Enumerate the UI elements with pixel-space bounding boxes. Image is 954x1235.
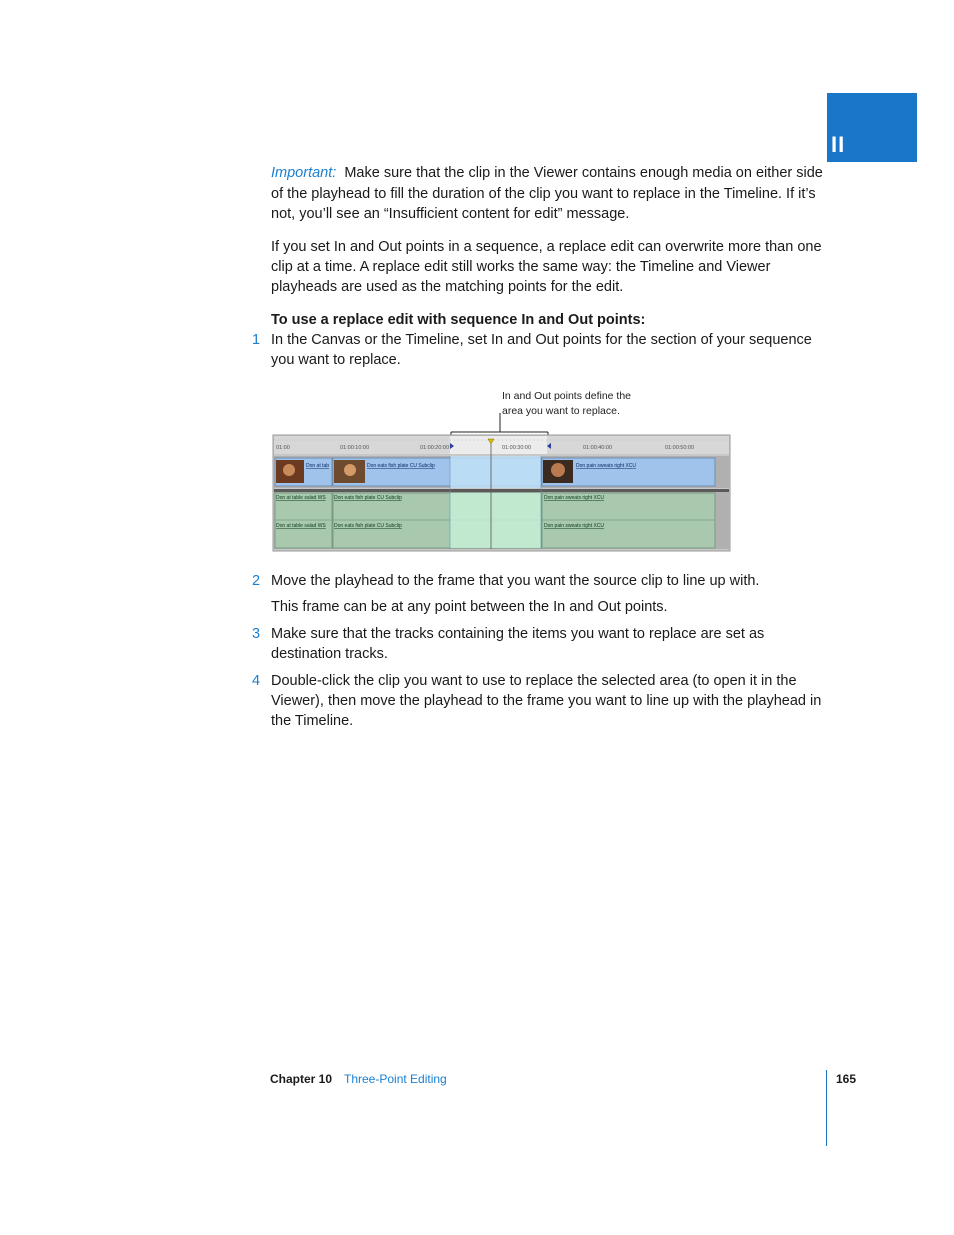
selected-region-audio [450, 493, 541, 548]
step-3-line-1: Make sure that the tracks containing the items you want to replace are set as [271, 626, 765, 642]
important-label: Important: [271, 165, 337, 181]
step-3-number: 3 [252, 626, 261, 642]
step-2-line-1: Move the playhead to the frame that you want the source clip to line up with. [271, 573, 760, 589]
audio2-clip-label-1: Don eats fish plate CU Subclip [334, 523, 402, 529]
step-1-number: 1 [252, 332, 261, 348]
audio1-clip-label-2: Don pain sweats right XCU [544, 495, 605, 501]
footer-chapter-title: Three-Point Editing [344, 1072, 447, 1086]
ruler-label-5: 01:00:50:00 [665, 445, 695, 451]
section-tab-label: II [831, 132, 846, 157]
step-4-line-1: Double-click the clip you want to use to replace the selected area (to open it in the [271, 673, 797, 689]
ruler-label-2: 01:00:20:00 [420, 445, 450, 451]
step-4-line-3: the Timeline. [271, 713, 354, 729]
video-clip-label-0: Don at tab [306, 463, 330, 469]
step-2-note: This frame can be at any point between the In and Out points. [271, 599, 668, 615]
video-clip-label-1: Don eats fish plate CU Subclip [367, 463, 435, 469]
timeline-screenshot [270, 432, 732, 554]
audio2-clip-label-2: Don pain sweats right XCU [544, 523, 605, 529]
step-3-line-2: destination tracks. [271, 646, 388, 662]
section-tab [827, 93, 917, 162]
step-1-line-2: you want to replace. [271, 352, 401, 368]
para-line-1: If you set In and Out points in a sequence, a replace edit can overwrite more than one [271, 239, 822, 255]
step-1-line-1: In the Canvas or the Timeline, set In and Out points for the section of your sequence [271, 332, 812, 348]
ruler-label-4: 01:00:40:00 [583, 445, 613, 451]
ruler-label-0: 01:00 [276, 445, 290, 451]
important-line-1 [271, 163, 823, 183]
important-line-3: not, you’ll see an “Insufficient content for edit” message. [271, 206, 630, 222]
para-line-3: playheads are used as the matching points for the edit. [271, 279, 624, 295]
callout-line-1: In and Out points define the [502, 390, 632, 402]
audio1-clip-label-1: Don eats fish plate CU Subclip [334, 495, 402, 501]
step-2-number: 2 [252, 573, 261, 589]
ruler-label-1: 01:00:10:00 [340, 445, 370, 451]
important-text-1: Make sure that the clip in the Viewer contains enough media on either side [344, 165, 823, 181]
footer-divider [826, 1070, 827, 1146]
video-clip-label-2: Don pain sweats right XCU [576, 463, 637, 469]
audio2-clip-label-0: Don at table salad WS [276, 523, 326, 529]
para-line-2: clip at a time. A replace edit still works the same way: the Timeline and Viewer [271, 259, 771, 275]
important-line-2: of the playhead to fill the duration of the clip you want to replace in the Timeline. If it’s [271, 186, 816, 202]
footer-chapter: Chapter 10 [270, 1072, 333, 1086]
step-4-line-2: Viewer), then move the playhead to the frame you want to line up with the playhead in [271, 693, 822, 709]
callout-line-2: area you want to replace. [502, 405, 620, 417]
procedure-heading: To use a replace edit with sequence In and Out points: [271, 312, 646, 328]
step-4-number: 4 [252, 673, 261, 689]
selected-region-video [450, 456, 541, 488]
audio1-clip-label-0: Don at table salad WS [276, 495, 326, 501]
page-number: 165 [836, 1072, 857, 1086]
ruler-label-3: 01:00:30:00 [502, 445, 532, 451]
